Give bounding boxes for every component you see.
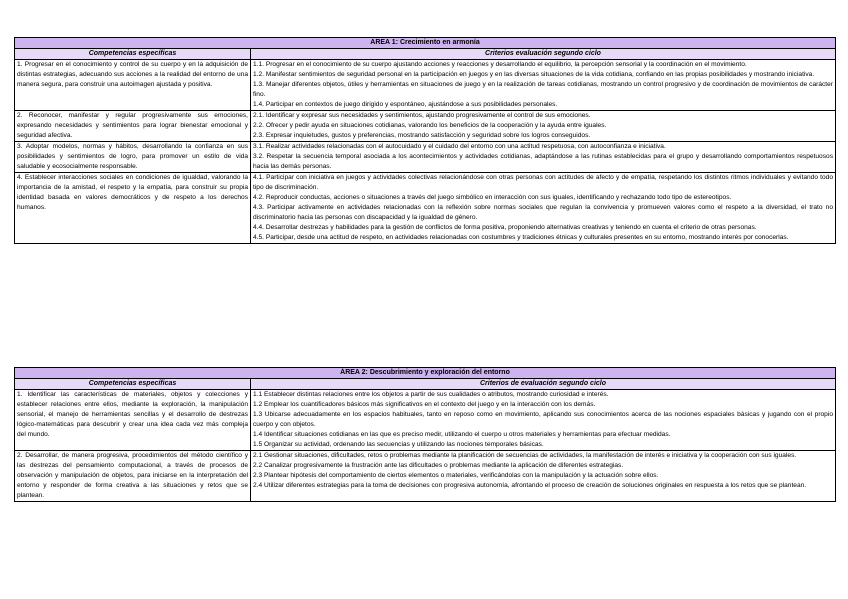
competencia-cell: 2. Reconocer, manifestar y regular progresivamente sus emociones, expresando necesidades y sentimientos para lograr bienestar emocional y seguridad afectiva. bbox=[15, 111, 251, 142]
area-2-table bbox=[14, 367, 836, 502]
table-row bbox=[15, 142, 836, 173]
criterio: 1.1 Establecer distintas relaciones entre los objetos a partir de sus cualidades o atributos, mostrando curiosidad e interés. bbox=[253, 391, 609, 398]
criterios-cell bbox=[251, 390, 836, 451]
criterio: 1.4. Participar en contextos de juego dirigido y espontáneo, ajustándose a sus posibilidades personales. bbox=[253, 101, 558, 108]
competencia-cell: 3. Adoptar modelos, normas y hábitos, desarrollando la confianza en sus posibilidades y sentimientos de logro, para promover un estilo de vida saludable y ecosocialmente responsable. bbox=[15, 142, 251, 173]
competencia-cell: 1. Progresar en el conocimiento y control de su cuerpo y en la adquisición de distintas estrategias, adecuando sus acciones a la realidad del entorno de una manera segura, para construir una autoimagen ajustada y positiva. bbox=[15, 60, 251, 111]
criterio: 1.3. Manejar diferentes objetos, útiles y herramientas en situaciones de juego y en la realización de tareas cotidianas, mostrando un control progresivo y de coordinación de movimientos de carácter fino. bbox=[253, 81, 833, 98]
area-1-table bbox=[14, 37, 836, 244]
competencia-cell: 1. Identificar las características de materiales, objetos y colecciones y establecer relaciones entre ellos, mediante la exploración, la manipulación sensorial, el manejo de herramientas sencillas y el desarrollo de destrezas lógico-matemáticas para descubrir y crear una idea cada vez más compleja del mundo. bbox=[15, 390, 251, 451]
competencia-cell: 4. Establecer interacciones sociales en condiciones de igualdad, valorando la importancia de la amistad, el respeto y la empatía, para construir su propia identidad basada en valores democráticos y de respeto a los derechos humanos. bbox=[15, 173, 251, 244]
criterio: 4.4. Desarrollar destrezas y habilidades para la gestión de conflictos de forma positiva, proponiendo alternativas creativas y teniendo en cuenta el criterio de otras personas. bbox=[253, 224, 757, 231]
criterio: 1.2. Manifestar sentimientos de seguridad personal en la participación en juegos y en las diversas situaciones de la vida cotidiana, confiando en las propias posibilidades y mostrando iniciativa. bbox=[253, 71, 815, 78]
criterio: 2.3. Expresar inquietudes, gustos y preferencias, mostrando satisfacción y seguridad sobre los logros conseguidos. bbox=[253, 132, 591, 139]
criterio: 1.1. Progresar en el conocimiento de su cuerpo ajustando acciones y reacciones y desarrollando el equilibrio, la percepción sensorial y la coordinación en el movimiento. bbox=[253, 61, 747, 68]
criterio: 1.2 Emplear los cuantificadores básicos más significativos en el contexto del juego y en la interacción con los demás. bbox=[253, 401, 596, 408]
criterio: 1.4 Identificar situaciones cotidianas en las que es preciso medir, utilizando el cuerpo u otros materiales y herramientas para efectuar medidas. bbox=[253, 431, 671, 438]
criterio: 2.3 Plantear hipótesis del comportamiento de ciertos elementos o materiales, verificándolas con la manipulación y la actuación sobre ellos. bbox=[253, 472, 659, 479]
competencia-cell: 2. Desarrollar, de manera progresiva, procedimientos del método científico y las destrezas del pensamiento computacional, a través de procesos de observación y manipulación de objetos, para iniciarse en la interpretación del entorno y responder de forma creativa a las situaciones y retos que se plantean. bbox=[15, 451, 251, 502]
criterio: 4.1. Participar con iniciativa en juegos y actividades colectivas relacionándose con otras personas con actitudes de afecto y de empatía, respetando los distintos ritmos individuales y evitando todo tipo de discriminación. bbox=[253, 174, 833, 191]
criterio: 2.1. Identificar y expresar sus necesidades y sentimientos, ajustando progresivamente el control de sus emociones. bbox=[253, 112, 591, 119]
criterio: 1.3 Ubicarse adecuadamente en los espacios habituales, tanto en reposo como en movimiento, aplicando sus conocimientos acerca de las nociones espaciales básicas y jugando con el propio cuerpo y con objetos. bbox=[253, 411, 833, 428]
table-row bbox=[15, 451, 836, 502]
criterio: 2.2. Ofrecer y pedir ayuda en situaciones cotidianas, valorando los beneficios de la cooperación y la ayuda entre iguales. bbox=[253, 122, 607, 129]
criterio: 3.1. Realizar actividades relacionadas con el autocuidado y el cuidado del entorno con una actitud respetuosa, con autoconfianza e iniciativa. bbox=[253, 143, 666, 150]
competencias-header: Competencias específicas bbox=[15, 49, 251, 60]
area-1-title: AREA 1: Crecimiento en armonía bbox=[15, 38, 836, 49]
criterio: 2.4 Utilizar diferentes estrategias para la toma de decisiones con progresiva autonomía, afrontando el proceso de creación de soluciones originales en respuesta a los retos que se plantean. bbox=[253, 482, 807, 489]
table-row bbox=[15, 390, 836, 451]
criterio: 4.5. Participar, desde una actitud de respeto, en actividades relacionadas con costumbres y tradiciones étnicas y culturales presentes en su entorno, mostrando interés por conocerlas. bbox=[253, 234, 789, 241]
criterios-cell bbox=[251, 111, 836, 142]
criterio: 3.2. Respetar la secuencia temporal asociada a los acontecimientos y actividades cotidianas, adaptándose a las rutinas establecidas para el grupo y desarrollando comportamientos respetuosos hacia las demás personas. bbox=[253, 153, 833, 170]
criterios-cell bbox=[251, 60, 836, 111]
criterio: 2.1 Gestionar situaciones, dificultades, retos o problemas mediante la planificación de secuencias de actividades, la manifestación de interés e iniciativa y la cooperación con sus iguales. bbox=[253, 452, 797, 459]
criterios-cell bbox=[251, 142, 836, 173]
table-row bbox=[15, 60, 836, 111]
area-2-title: ÁREA 2: Descubrimiento y exploración del entorno bbox=[15, 368, 836, 379]
criterio: 4.3. Participar activamente en actividades relacionadas con la reflexión sobre normas sociales que regulan la convivencia y promueven valores como el respeto a la diversidad, el trato no discriminatorio hacia las personas con discapacidad y la igualdad de género. bbox=[253, 204, 833, 221]
criterio: 2.2 Canalizar progresivamente la frustración ante las dificultades o problemas mediante la aplicación de diferentes estrategias. bbox=[253, 462, 624, 469]
criterio: 4.2. Reproducir conductas, acciones o situaciones a través del juego simbólico en interacción con sus iguales, identificando y rechazando todo tipo de estereotipos. bbox=[253, 194, 732, 201]
table-row bbox=[15, 173, 836, 244]
criterios-cell bbox=[251, 173, 836, 244]
table-row bbox=[15, 111, 836, 142]
criterios-cell bbox=[251, 451, 836, 502]
criterio: 1.5 Organizar su actividad, ordenando las secuencias y utilizando las nociones temporales básicas. bbox=[253, 441, 544, 448]
criterios-header: Criterios evaluación segundo ciclo bbox=[251, 49, 836, 60]
criterios-header: Criterios de evaluación segundo ciclo bbox=[251, 379, 836, 390]
competencias-header: Competencias específicas bbox=[15, 379, 251, 390]
